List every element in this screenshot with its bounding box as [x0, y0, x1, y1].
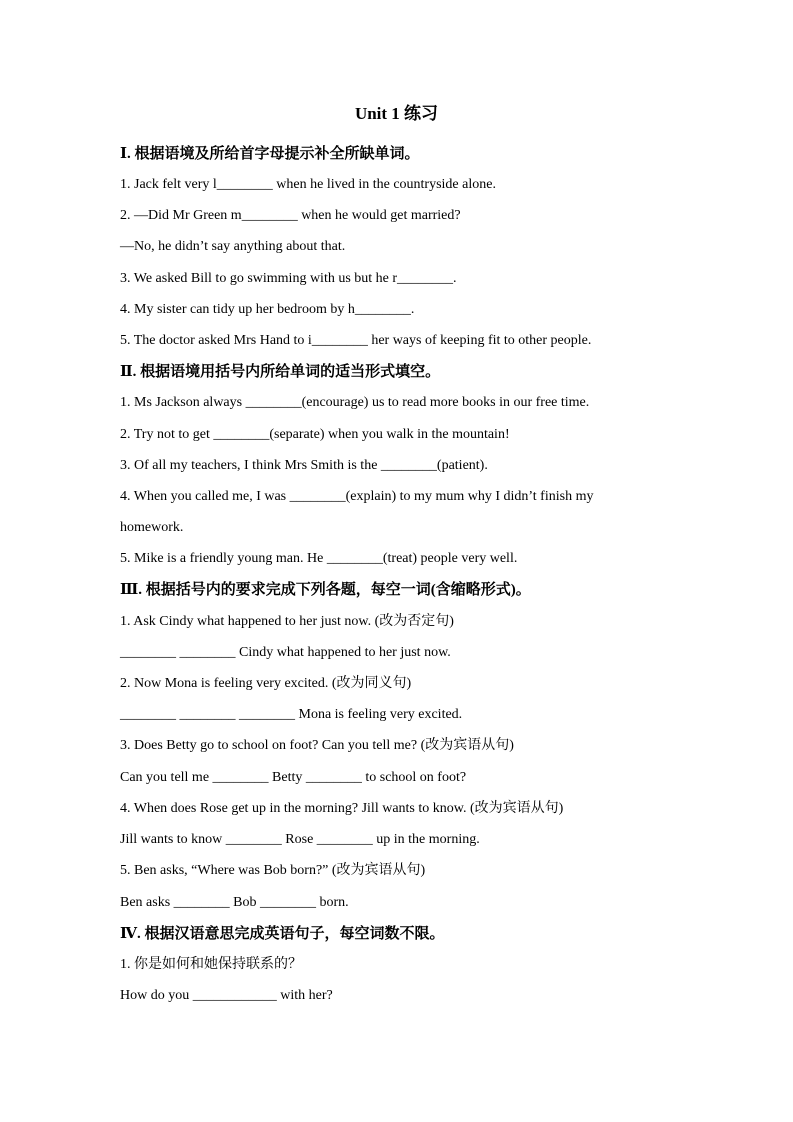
- section-3-item: 2. Now Mona is feeling very excited. (改为同义句): [120, 676, 412, 691]
- section-1-item: 2. —Did Mr Green m________ when he would get married?: [120, 208, 461, 223]
- section-3-item: ________ ________ Cindy what happened to her just now.: [120, 645, 451, 660]
- section-3-item: Ben asks ________ Bob ________ born.: [120, 895, 349, 910]
- section-1-item: 4. My sister can tidy up her bedroom by h________.: [120, 302, 415, 317]
- section-3-item: Can you tell me ________ Betty ________ to school on foot?: [120, 770, 467, 785]
- section-4-item: 1. 你是如何和她保持联系的？: [120, 957, 302, 972]
- section-3-heading: Ⅲ. 根据括号内的要求完成下列各题，每空一词(含缩略形式)。: [120, 582, 531, 598]
- section-1-item: —No, he didn’t say anything about that.: [120, 239, 346, 254]
- section-3-item: 3. Does Betty go to school on foot? Can you tell me? (改为宾语从句): [120, 738, 514, 753]
- page-title: Unit 1 练习: [354, 104, 439, 123]
- section-1-item: 5. The doctor asked Mrs Hand to i________ her ways of keeping fit to other people.: [120, 333, 592, 348]
- section-2-item: 5. Mike is a friendly young man. He ________(treat) people very well.: [120, 551, 518, 566]
- section-1-heading: Ⅰ. 根据语境及所给首字母提示补全所缺单词。: [120, 146, 420, 162]
- section-2-heading: Ⅱ. 根据语境用括号内所给单词的适当形式填空。: [120, 364, 441, 380]
- section-3-item: ________ ________ ________ Mona is feeling very excited.: [120, 707, 463, 722]
- section-3-item: 4. When does Rose get up in the morning? Jill wants to know. (改为宾语从句): [120, 801, 564, 816]
- section-4-item: How do you ____________ with her?: [120, 988, 333, 1003]
- section-3-item: Jill wants to know ________ Rose ________ up in the morning.: [120, 832, 480, 847]
- section-4-heading: Ⅳ. 根据汉语意思完成英语句子，每空词数不限。: [120, 926, 445, 942]
- section-2-item: 2. Try not to get ________(separate) when you walk in the mountain!: [120, 427, 510, 442]
- section-2-item: homework.: [120, 520, 184, 535]
- section-2-item: 4. When you called me, I was ________(explain) to my mum why I didn’t finish my: [120, 489, 594, 504]
- section-1-item: 1. Jack felt very l________ when he lived in the countryside alone.: [120, 177, 496, 192]
- section-2-item: 3. Of all my teachers, I think Mrs Smith is the ________(patient).: [120, 458, 488, 473]
- section-2-item: 1. Ms Jackson always ________(encourage) us to read more books in our free time.: [120, 395, 590, 410]
- section-3-item: 5. Ben asks, “Where was Bob born?” (改为宾语从句): [120, 863, 426, 878]
- section-3-item: 1. Ask Cindy what happened to her just now. (改为否定句): [120, 614, 454, 629]
- section-1-item: 3. We asked Bill to go swimming with us but he r________.: [120, 271, 457, 286]
